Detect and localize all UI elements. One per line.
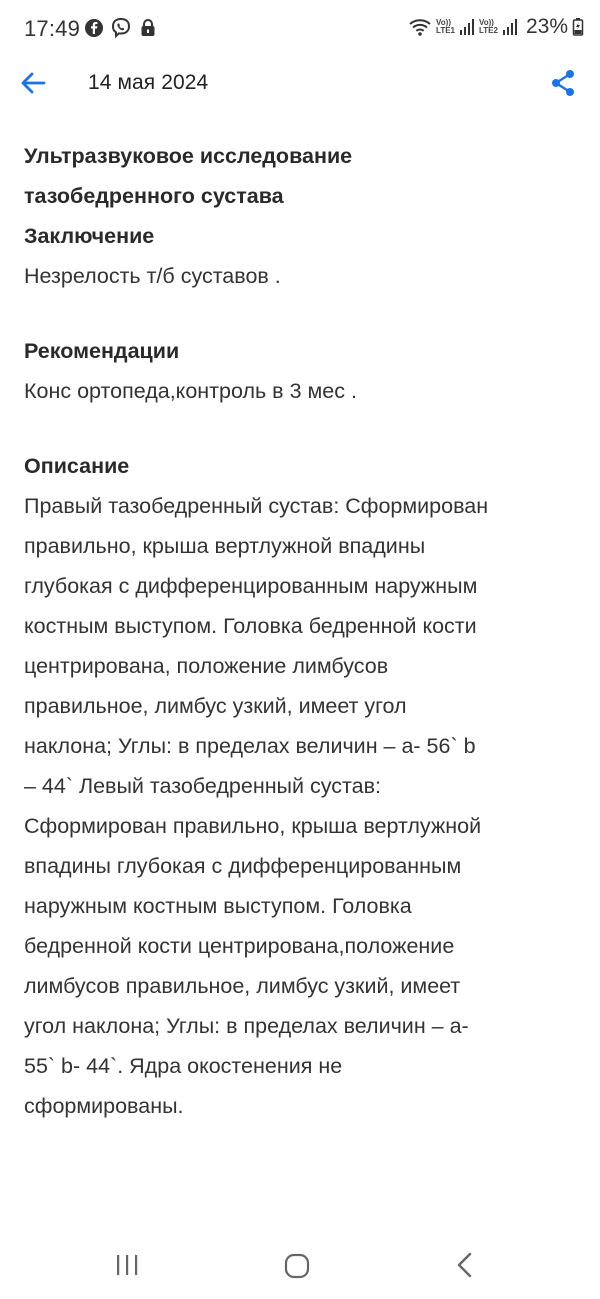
conclusion-heading: Заключение (24, 224, 155, 248)
description-line: угол наклона; Углы: в пределах величин – a- (24, 1014, 469, 1038)
recommendations-heading: Рекомендации (24, 339, 180, 363)
signal-icon-sim2 (502, 18, 518, 36)
conclusion-text: Незрелость т/б суставов . (24, 264, 281, 288)
description-line: центрирована, положение лимбусов (24, 654, 389, 678)
system-nav-bar (0, 1235, 600, 1299)
chevron-left-icon[interactable] (454, 1251, 476, 1284)
description-line: правильное, лимбус узкий, имеет угол (24, 694, 407, 718)
section-spacer (24, 296, 580, 331)
description-line: – 44` Левый тазобедренный сустав: (24, 774, 381, 798)
report-title-line-1: Ультразвуковое исследование (24, 144, 353, 168)
back-button[interactable] (14, 66, 52, 104)
battery-percent: 23% (525, 15, 568, 38)
page-title: 14 мая 2024 (88, 71, 209, 94)
description-line: Правый тазобедренный сустав: Сформирован (24, 494, 489, 518)
report-content (24, 136, 580, 1126)
recent-apps-icon[interactable] (114, 1253, 140, 1282)
app-bar (0, 58, 600, 110)
viber-icon (110, 17, 132, 39)
description-line: Сформирован правильно, крыша вертлужной (24, 814, 482, 838)
description-line: 55` b- 44`. Ядра окостенения не (24, 1054, 343, 1078)
status-right-indicators (408, 15, 584, 39)
description-line: глубокая с дифференцированным наружным (24, 574, 478, 598)
status-time: 17:49 (24, 16, 81, 41)
description-line: наружным костным выступом. Головка (24, 894, 412, 918)
status-bar (0, 0, 600, 58)
report-title-line-2: тазобедренного сустава (24, 184, 284, 208)
recommendations-text: Конс ортопеда,контроль в 3 мес . (24, 379, 357, 403)
description-line: наклона; Углы: в пределах величин – a- 56` b (24, 734, 476, 758)
signal-icon-sim1 (459, 18, 475, 36)
description-line: бедренной кости центрирована,положение (24, 934, 455, 958)
section-spacer (24, 411, 580, 446)
description-heading: Описание (24, 454, 130, 478)
sim2-label: Vo)) LTE2 (479, 18, 498, 35)
battery-charging-icon (572, 17, 584, 37)
sim1-label: Vo)) LTE1 (436, 18, 455, 35)
arrow-left-icon (19, 69, 47, 102)
home-icon[interactable] (284, 1253, 310, 1284)
description-text (24, 486, 580, 1126)
description-line: лимбусов правильное, лимбус узкий, имеет (24, 974, 461, 998)
notification-icons (84, 17, 158, 39)
share-icon (550, 69, 576, 102)
share-button[interactable] (544, 66, 582, 104)
lock-icon (138, 18, 158, 38)
description-line: впадины глубокая с дифференцированным (24, 854, 462, 878)
facebook-icon (84, 18, 104, 38)
description-line: костным выступом. Головка бедренной кости (24, 614, 477, 638)
description-line: сформированы. (24, 1094, 184, 1118)
wifi-icon (408, 17, 432, 37)
description-line: правильно, крыша вертлужной впадины (24, 534, 426, 558)
